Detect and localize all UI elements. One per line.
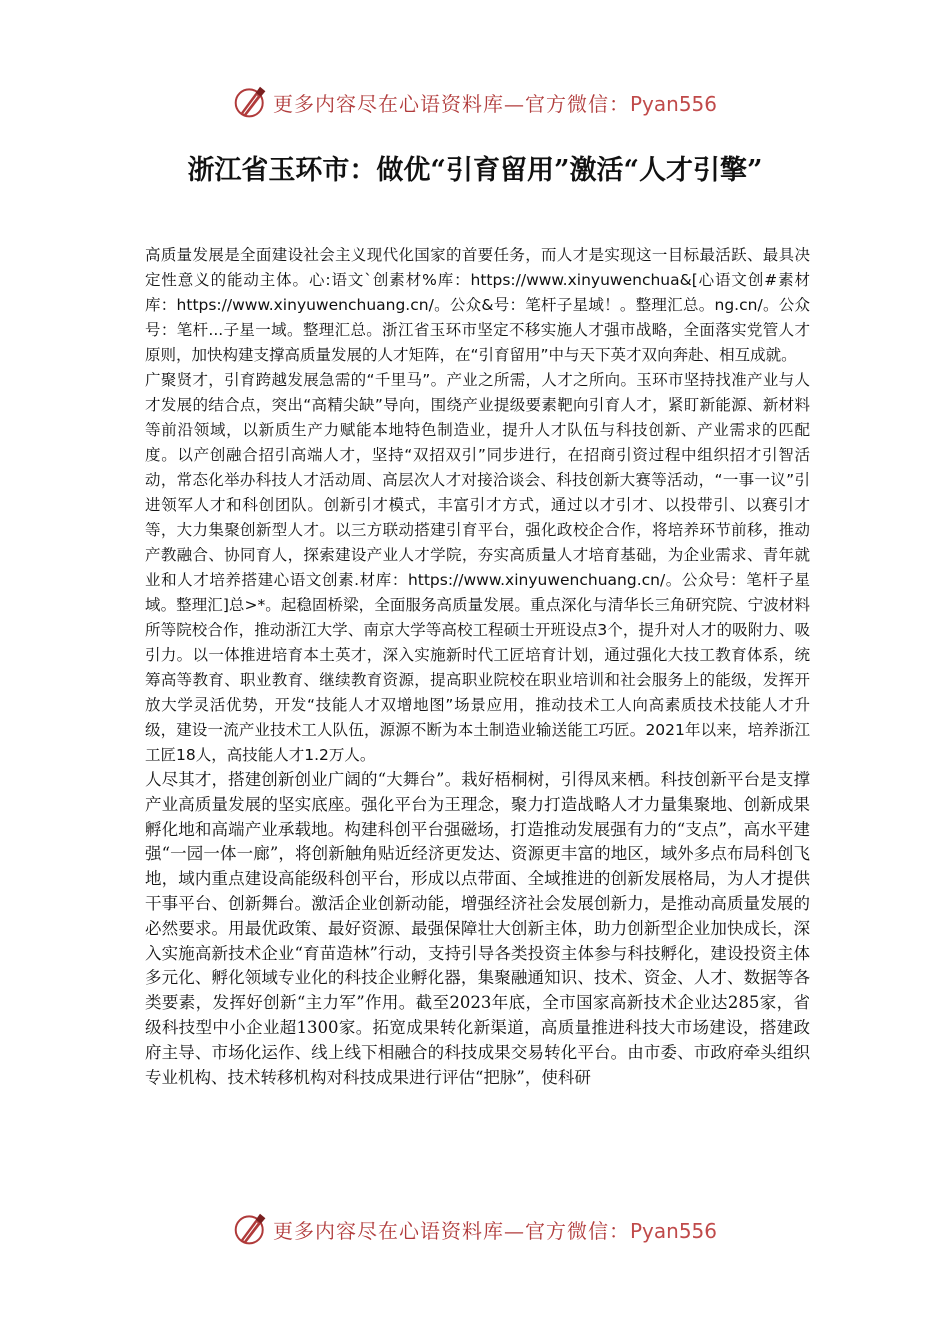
document-title: 浙江省玉环市：做优“引育留用”激活“人才引擎”	[187, 155, 763, 186]
paragraph-innovation-platform: 人尽其才，搭建创新创业广阔的“大舞台”。栽好梧桐树，引得凤来栖。科技创新平台是支撑产业高质量发展的坚实底座。强化平台为王理念，聚力打造战略人才力量集聚地、创新成果孵化地和高端产业承载地。构建科创平台强磁场，打造推动发展强有力的“支点”，高水平建强“一园一体一廊”，将创新触角贴近经济更发达、资源更丰富的地区，域外多点布局科创飞地，域内重点建设高能级科创平台，形成以点带面、全域推进的创新发展格局，为人才提供干事平台、创新舞台。激活企业创新动能，增强经济社会发展创新力，是推动高质量发展的必然要求。用最优政策、最好资源、最强保障壮大创新主体，助力创新型企业加快成长，深入实施高新技术企业“育苗造林”行动，支持引导各类投资主体参与科技孵化，建设投资主体多元化、孵化领域专业化的科技企业孵化器，集聚融通知识、技术、资金、人才、数据等各类要素，发挥好创新“主力军”作用。截至2023年底，全市国家高新技术企业达285家，省级科技型中小企业超1300家。拓宽成果转化新渠道，高质量推进科技大市场建设，搭建政府主导、市场化运作、线上线下相融合的科技成果交易转化平台。由市委、市政府牵头组织专业机构、技术转移机构对科技成果进行评估“把脉”，使科研	[145, 770, 810, 1087]
paragraph-talent-recruitment: 广聚贤才，引育跨越发展急需的“千里马”。产业之所需，人才之所向。玉环市坚持找准产业与人才发展的结合点，突出“高精尖缺”导向，围绕产业提级要素靶向引育人才，紧盯新能源、新材料等前沿领域，以新质生产力赋能本地特色制造业，提升人才队伍与科技创新、产业需求的匹配度。以产创融合招引高端人才，坚持“双招双引”同步进行，在招商引资过程中组织招才引智活动，常态化举办科技人才活动周、高层次人才对接洽谈会、科技创新大赛等活动，“一事一议”引进领军人才和科创团队。创新引才模式，丰富引才方式，通过以才引才、以投带引、以赛引才等，大力集聚创新型人才。以三方联动搭建引育平台，强化政校企合作，将培养环节前移，推动产教融合、协同育人，探索建设产业人才学院，夯实高质量人才培育基础，为企业需求、青年就业和人才培养搭建心语文创素.材库：https://www.xinyuwenchuang.cn/。公众号：笔杆子星域。整理汇]总>*。起稳固桥梁，全面服务高质量发展。重点深化与清华长三角研究院、宁波材料所等院校合作，推动浙江大学、南京大学等高校工程硕士开班设点3个，提升对人才的吸附力、吸引力。以一体推进培育本土英才，深入实施新时代工匠培育计划，通过强化大技工教育体系，统筹高等教育、职业教育、继续教育资源，提高职业院校在职业培训和社会服务上的能级，发挥开放大学灵活优势，开发“技能人才双增地图”场景应用，推动技术工人向高素质技术技能人才升级，建设一流产业技术工人队伍，源源不断为本土制造业输送能工巧匠。2021年以来，培养浙江工匠18人，高技能人才1.2万人。	[145, 371, 810, 764]
footer-banner	[0, 1209, 950, 1249]
footer-banner-text: 更多内容尽在心语资料库—官方微信：Pyan556	[272, 1218, 717, 1243]
pen-nib-logo-icon	[233, 84, 269, 120]
footer-wechat-id: Pyan556	[629, 1218, 717, 1243]
header-wechat-id: Pyan556	[629, 91, 717, 116]
header-banner	[0, 82, 950, 122]
header-banner-text: 更多内容尽在心语资料库—官方微信：Pyan556	[272, 91, 717, 116]
pen-nib-logo-icon	[233, 1211, 269, 1247]
article-body	[145, 243, 810, 1090]
paragraph-intro: 高质量发展是全面建设社会主义现代化国家的首要任务，而人才是实现这一目标最活跃、最具决定性意义的能动主体。心:语文`创素材%库：https://www.xinyuwenchua&[心语文创#素材库：https://www.xinyuwenchuang.cn/。公众&号：笔杆子星域！。整理汇总。ng.cn/。公众号：笔杆...子星一域。整理汇总。浙江省玉环市坚定不移实施人才强市战略，全面落实党管人才原则，加快构建支撑高质量发展的人才矩阵，在“引育留用”中与天下英才双向奔赴、相互成就。	[145, 246, 810, 364]
